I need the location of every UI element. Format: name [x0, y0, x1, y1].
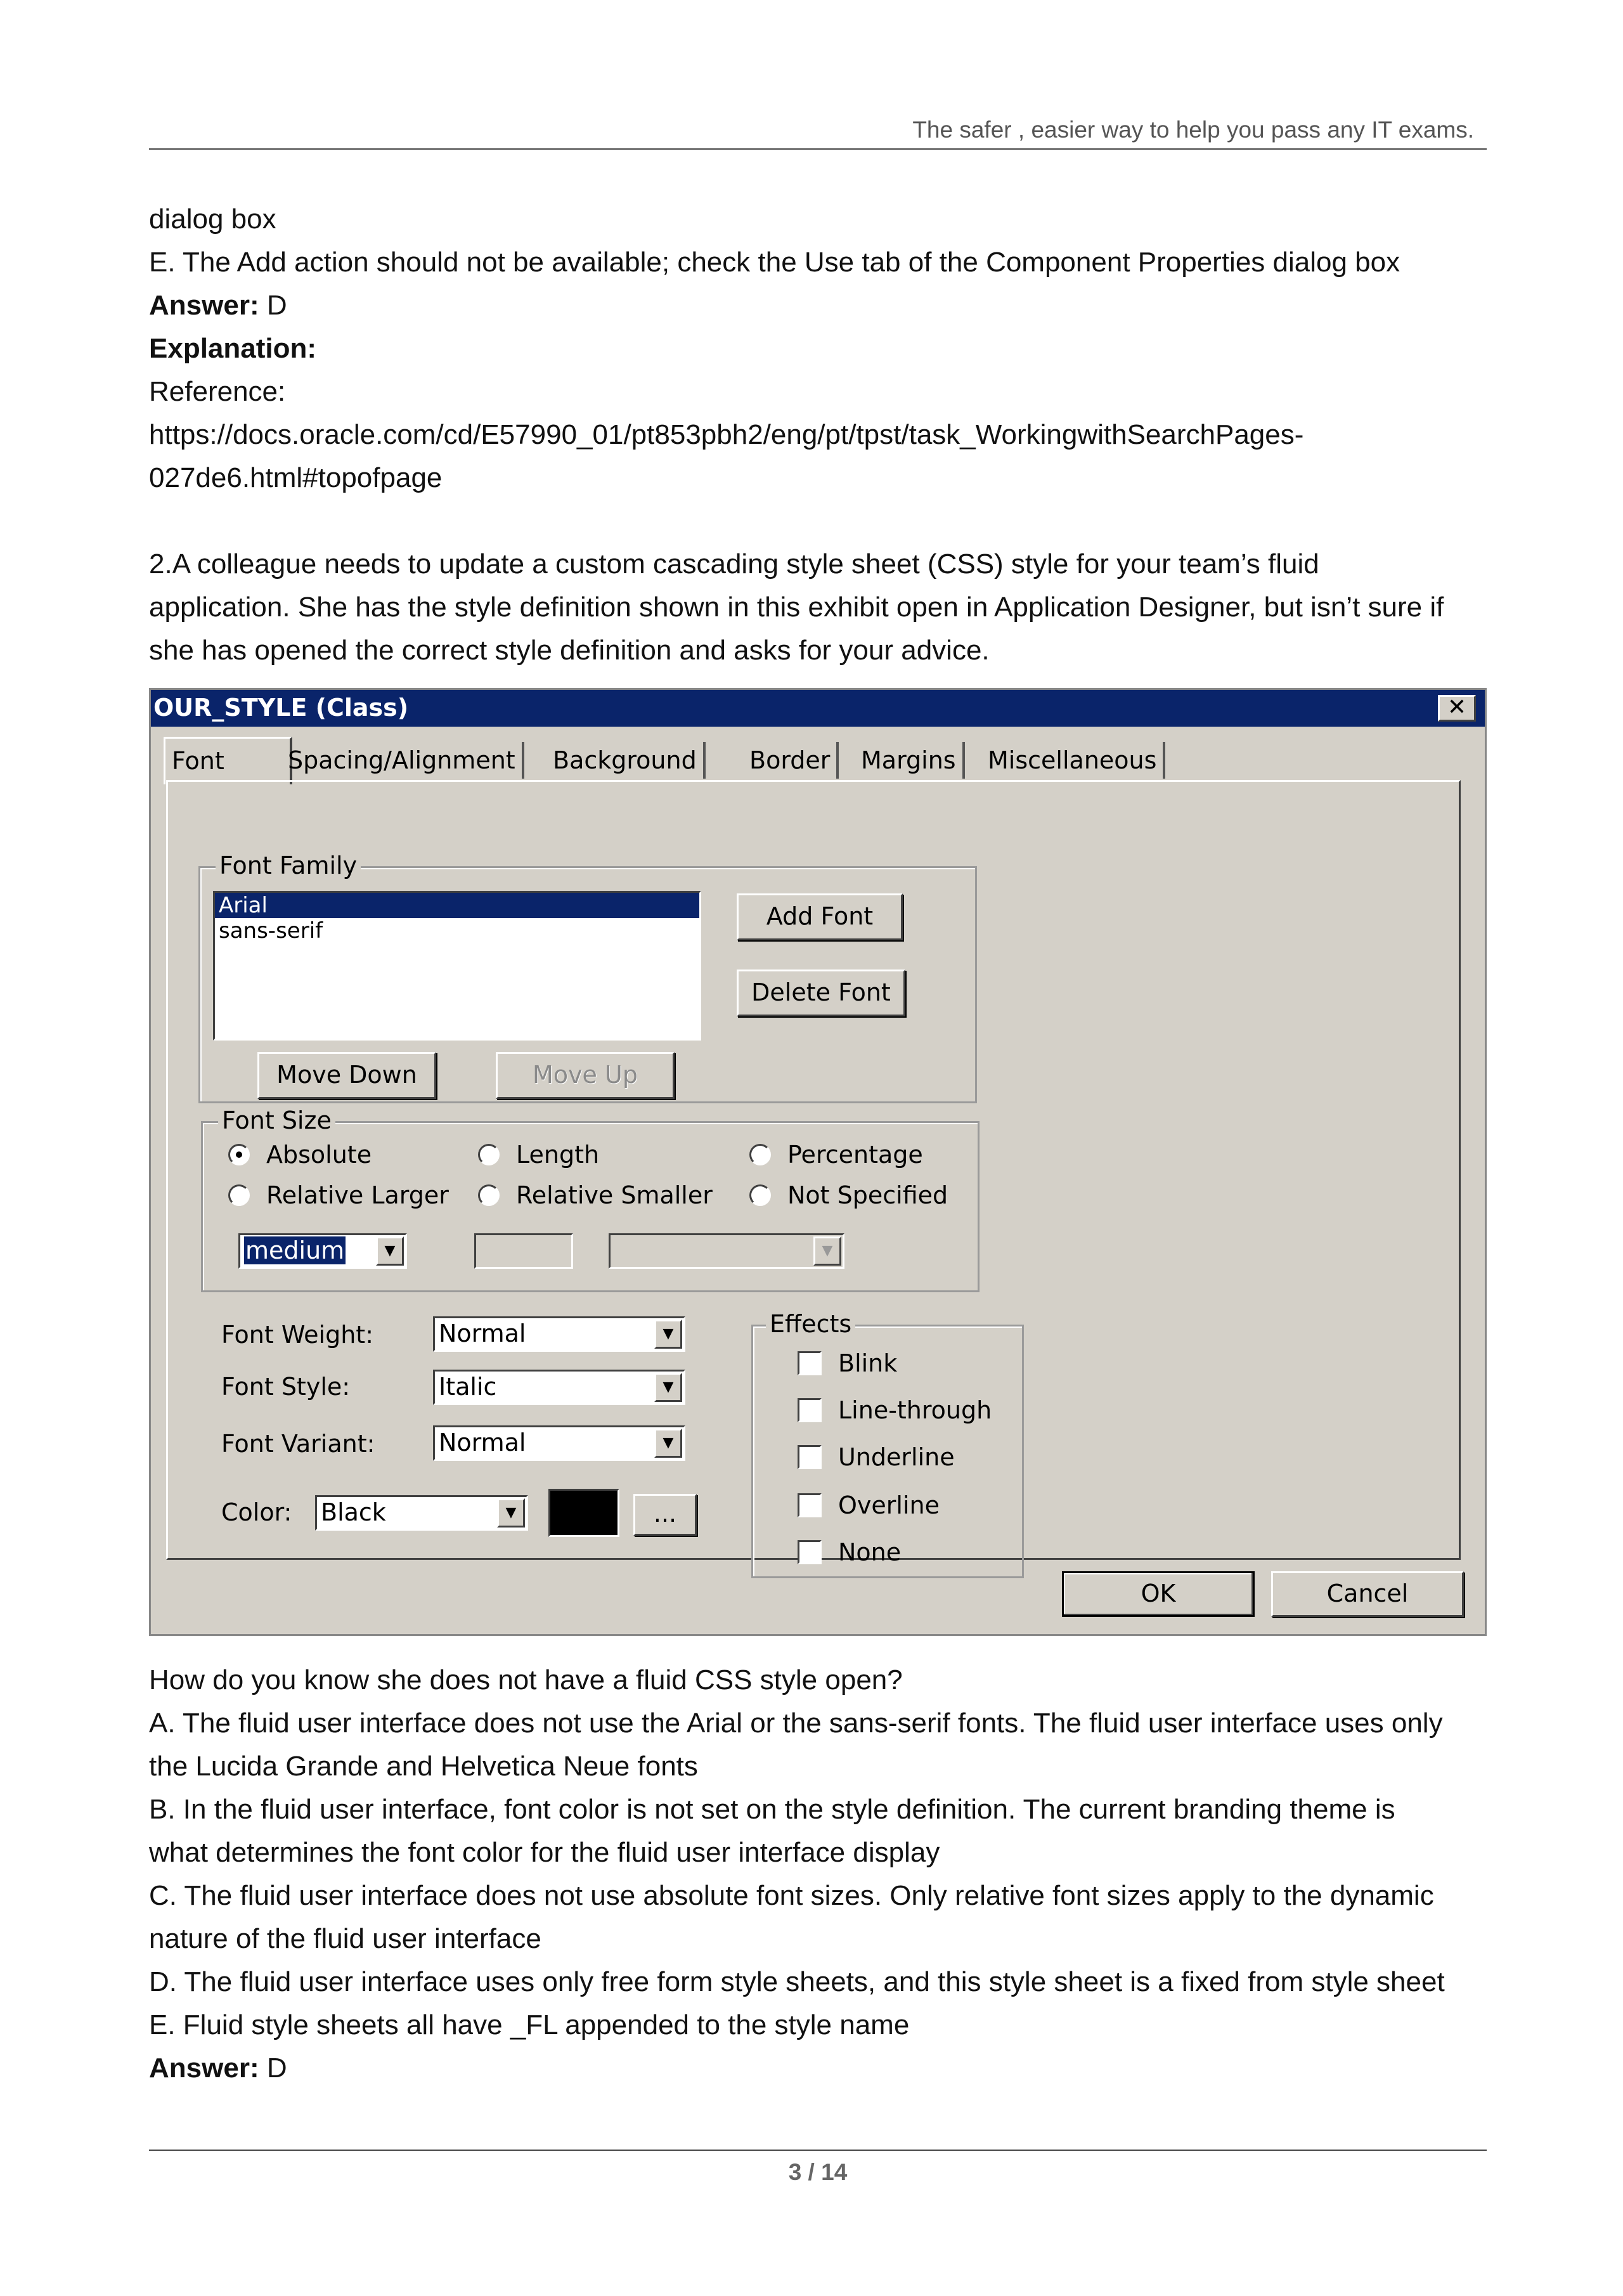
checkbox-label: Line-through	[838, 1396, 992, 1424]
chevron-down-icon[interactable]: ▼	[654, 1429, 682, 1458]
q2-option-c-1: C. The fluid user interface does not use absolute font sizes. Only relative font sizes apply to the dynamic	[149, 1880, 1434, 1911]
chevron-down-icon[interactable]: ▼	[654, 1373, 682, 1402]
tab-margins[interactable]: Margins	[855, 742, 965, 779]
header-tagline: The safer , easier way to help you pass any IT exams.	[912, 117, 1474, 143]
footer-rule	[149, 2150, 1487, 2151]
move-down-button[interactable]: Move Down	[257, 1052, 436, 1099]
page-number: 3 / 14	[788, 2159, 848, 2185]
radio-label: Absolute	[266, 1141, 372, 1169]
font-family-list[interactable]	[213, 891, 701, 1041]
chevron-down-icon: ▼	[813, 1236, 841, 1266]
cancel-button[interactable]: Cancel	[1271, 1571, 1464, 1617]
chevron-down-icon[interactable]: ▼	[654, 1320, 682, 1349]
radio-checked-icon	[228, 1144, 250, 1165]
q2-answer	[149, 2047, 287, 2090]
font-variant-select[interactable]	[433, 1425, 685, 1461]
q1-reference-url-1[interactable]: https://docs.oracle.com/cd/E57990_01/pt853pbh2/eng/pt/tpst/task_WorkingwithSearchPages-	[149, 419, 1304, 450]
checkbox-line-through[interactable]	[798, 1396, 992, 1424]
radio-length[interactable]	[478, 1141, 599, 1169]
radio-icon	[749, 1184, 771, 1206]
color-picker-button[interactable]: ...	[633, 1494, 697, 1536]
length-unit-select	[609, 1233, 844, 1269]
dialog-titlebar	[151, 690, 1485, 727]
font-size-legend: Font Size	[218, 1106, 335, 1134]
q2-option-b-1: B. In the fluid user interface, font color is not set on the style definition. The current branding theme is	[149, 1794, 1395, 1825]
checkbox-label: Overline	[838, 1491, 940, 1519]
tab-background[interactable]: Background	[546, 742, 706, 779]
font-tab-panel	[166, 780, 1461, 1566]
close-icon: ✕	[1447, 694, 1467, 720]
font-variant-label: Font Variant:	[221, 1430, 375, 1458]
answer-value: D	[259, 290, 287, 321]
ok-button[interactable]: OK	[1062, 1571, 1255, 1617]
effects-legend: Effects	[766, 1310, 855, 1338]
explanation-label: Explanation:	[149, 333, 317, 364]
radio-absolute[interactable]	[228, 1141, 372, 1169]
q2-option-c-2: nature of the fluid user interface	[149, 1923, 541, 1954]
color-swatch	[548, 1489, 619, 1537]
q1-answer	[149, 284, 287, 327]
dialog-title: OUR_STYLE (Class)	[153, 694, 409, 722]
q1-reference-label: Reference:	[149, 376, 286, 407]
q1-option-e: E. The Add action should not be available; check the Use tab of the Component Properties dialog box	[149, 247, 1400, 278]
q2-stem-2: application. She has the style definition shown in this exhibit open in Application Designer, but isn’t sure if	[149, 592, 1444, 623]
color-value: Black	[321, 1498, 386, 1526]
font-weight-select[interactable]	[433, 1316, 685, 1352]
header-rule	[149, 148, 1487, 150]
radio-percentage[interactable]	[749, 1141, 923, 1169]
q2-question: How do you know she does not have a fluid CSS style open?	[149, 1664, 903, 1696]
delete-font-button[interactable]: Delete Font	[737, 970, 905, 1016]
q1-continuation: dialog box	[149, 204, 276, 235]
font-weight-label: Font Weight:	[221, 1321, 374, 1349]
radio-icon	[478, 1184, 500, 1206]
radio-icon	[478, 1144, 500, 1165]
absolute-size-select[interactable]	[238, 1233, 407, 1269]
radio-icon	[749, 1144, 771, 1165]
checkbox-blink[interactable]	[798, 1349, 897, 1377]
q2-option-d: D. The fluid user interface uses only free form style sheets, and this style sheet is a fixed from style sheet	[149, 1966, 1445, 1997]
radio-label: Length	[516, 1141, 600, 1169]
color-select[interactable]	[315, 1495, 528, 1531]
font-family-legend: Font Family	[216, 852, 361, 879]
q2-option-e: E. Fluid style sheets all have _FL appended to the style name	[149, 2009, 910, 2040]
radio-label: Not Specified	[787, 1181, 948, 1209]
close-button[interactable]	[1438, 695, 1476, 722]
effects-group	[751, 1310, 1024, 1578]
q1-reference-url-2[interactable]: 027de6.html#topofpage	[149, 462, 443, 493]
radio-not-specified[interactable]	[749, 1181, 948, 1209]
move-up-button[interactable]: Move Up	[496, 1052, 675, 1099]
q2-option-a-1: A. The fluid user interface does not use the Arial or the sans-serif fonts. The fluid user interface uses only	[149, 1708, 1443, 1739]
font-style-label: Font Style:	[221, 1373, 351, 1401]
radio-relative-smaller[interactable]	[478, 1181, 713, 1209]
q2-stem-1: 2.A colleague needs to update a custom cascading style sheet (CSS) style for your team’s fluid	[149, 548, 1319, 580]
add-font-button[interactable]: Add Font	[737, 893, 903, 940]
q1-explanation	[149, 327, 316, 370]
checkbox-icon	[798, 1398, 822, 1422]
tab-border[interactable]: Border	[743, 742, 839, 779]
answer-label: Answer:	[149, 290, 259, 321]
checkbox-icon	[798, 1540, 822, 1564]
checkbox-icon	[798, 1351, 822, 1375]
checkbox-icon	[798, 1493, 822, 1517]
radio-icon	[228, 1184, 250, 1206]
checkbox-icon	[798, 1445, 822, 1469]
font-style-select[interactable]	[433, 1370, 685, 1405]
chevron-down-icon[interactable]: ▼	[497, 1498, 525, 1527]
radio-label: Percentage	[787, 1141, 923, 1169]
tab-font[interactable]: Font	[164, 737, 292, 784]
absolute-size-value: medium	[245, 1236, 345, 1264]
list-item[interactable]: sans-serif	[219, 918, 323, 944]
font-family-group	[198, 852, 977, 1103]
font-variant-value: Normal	[439, 1429, 526, 1456]
tab-miscellaneous[interactable]: Miscellaneous	[981, 742, 1165, 779]
checkbox-label: None	[838, 1538, 902, 1566]
q2-option-a-2: the Lucida Grande and Helvetica Neue fonts	[149, 1751, 698, 1782]
style-dialog	[149, 688, 1487, 1636]
font-size-group	[201, 1106, 980, 1292]
tab-spacing-alignment[interactable]: Spacing/Alignment	[281, 742, 524, 779]
radio-label: Relative Larger	[266, 1181, 449, 1209]
chevron-down-icon[interactable]: ▼	[376, 1236, 404, 1266]
q2-stem-3: she has opened the correct style definition and asks for your advice.	[149, 635, 990, 666]
checkbox-label: Underline	[838, 1443, 955, 1471]
radio-relative-larger[interactable]	[228, 1181, 449, 1209]
checkbox-underline[interactable]	[798, 1443, 955, 1471]
color-label: Color:	[221, 1498, 292, 1526]
font-style-value: Italic	[439, 1373, 497, 1401]
checkbox-none[interactable]	[798, 1538, 901, 1566]
length-value-field	[474, 1233, 573, 1269]
checkbox-overline[interactable]	[798, 1491, 940, 1519]
answer-label: Answer:	[149, 2053, 259, 2084]
list-item[interactable]: Arial	[215, 893, 699, 918]
font-weight-value: Normal	[439, 1320, 526, 1347]
radio-label: Relative Smaller	[516, 1181, 713, 1209]
answer-value: D	[259, 2053, 287, 2084]
q2-option-b-2: what determines the font color for the fluid user interface display	[149, 1837, 940, 1868]
checkbox-label: Blink	[838, 1349, 898, 1377]
